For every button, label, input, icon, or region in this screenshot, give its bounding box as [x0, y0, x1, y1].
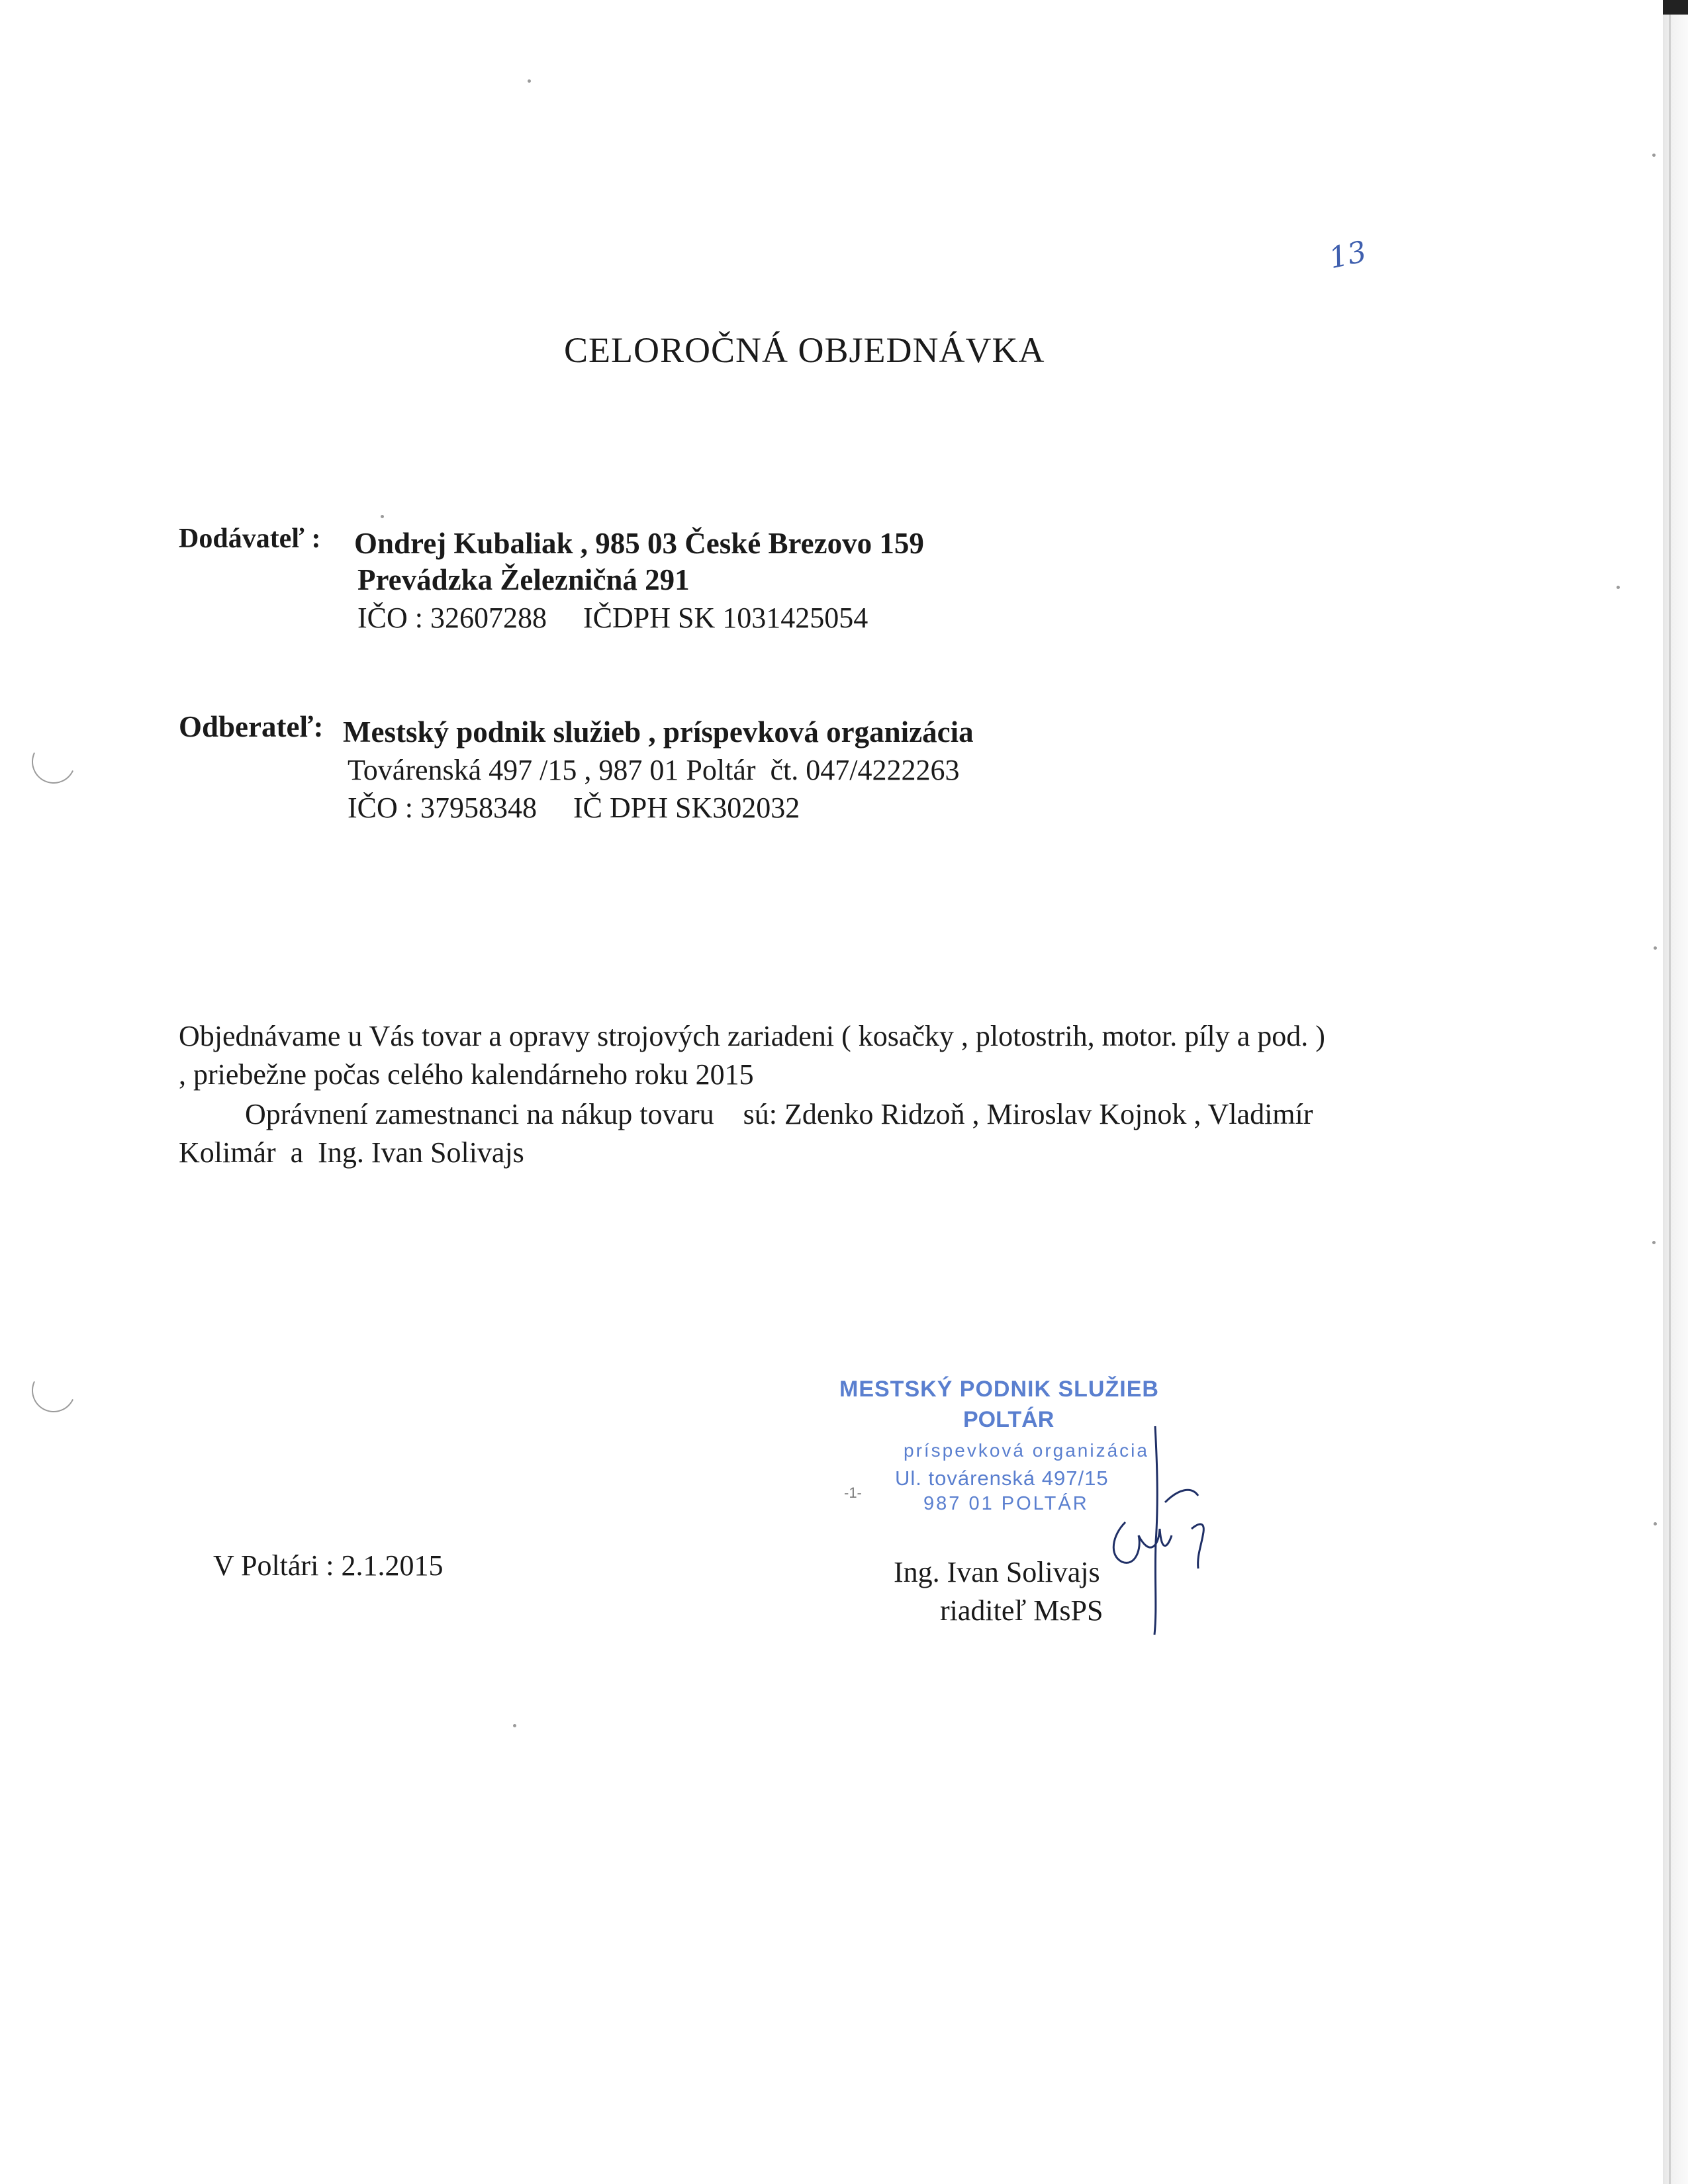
scan-edge-line	[1669, 0, 1671, 2184]
supplier-label: Dodávateľ :	[179, 523, 321, 554]
document-title: CELOROČNÁ OBJEDNÁVKA	[564, 330, 1045, 370]
signature	[1086, 1423, 1218, 1641]
order-text-line-4: Kolimár a Ing. Ivan Solivajs	[179, 1136, 524, 1169]
stamp-line-1: MESTSKÝ PODNIK SLUŽIEB	[839, 1377, 1159, 1402]
stamp-line-4: Ul. továrenská 497/15	[895, 1467, 1109, 1490]
order-text-line-3: Oprávnení zamestnanci na nákup tovaru sú: Zdenko Ridzoň , Miroslav Kojnok , Vladimír	[245, 1098, 1313, 1130]
supplier-ids: IČO : 32607288 IČDPH SK 1031425054	[357, 602, 868, 634]
place-date: V Poltári : 2.1.2015	[213, 1549, 444, 1582]
order-text-line-1: Objednávame u Vás tovar a opravy strojových zariadeni ( kosačky , plotostrih, motor. píly a pod. )	[179, 1020, 1325, 1052]
speck	[1654, 1522, 1657, 1525]
order-text-line-2: , priebežne počas celého kalendárneho roku 2015	[179, 1058, 754, 1091]
speck	[1652, 1241, 1656, 1244]
customer-name: Mestský podnik služieb , príspevková organizácia	[343, 715, 974, 749]
supplier-branch: Prevádzka Železničná 291	[357, 563, 690, 596]
punch-hole-top	[26, 734, 82, 790]
speck	[1654, 946, 1657, 950]
speck	[1652, 154, 1656, 157]
page-marker: -1-	[844, 1484, 862, 1501]
speck	[528, 79, 531, 83]
stamp-line-2: POLTÁR	[963, 1407, 1055, 1432]
customer-label: Odberateľ:	[179, 710, 324, 743]
handwritten-page-number: 13	[1326, 234, 1370, 276]
scan-edge-corner	[1663, 0, 1688, 15]
customer-address: Továrenská 497 /15 , 987 01 Poltár čt. 047/4222263	[348, 754, 960, 786]
speck	[513, 1724, 516, 1727]
speck	[1617, 586, 1620, 589]
signatory-role: riaditeľ MsPS	[940, 1594, 1103, 1627]
scan-edge	[1663, 0, 1688, 2184]
stamp-line-3: príspevková organizácia	[904, 1440, 1149, 1461]
speck	[381, 515, 384, 518]
signatory-name: Ing. Ivan Solivajs	[894, 1556, 1100, 1588]
stamp-line-5: 987 01 POLTÁR	[923, 1493, 1089, 1514]
punch-hole-bottom	[26, 1363, 82, 1419]
customer-ids: IČO : 37958348 IČ DPH SK302032	[348, 792, 800, 824]
supplier-name: Ondrej Kubaliak , 985 03 České Brezovo 159	[354, 527, 924, 560]
